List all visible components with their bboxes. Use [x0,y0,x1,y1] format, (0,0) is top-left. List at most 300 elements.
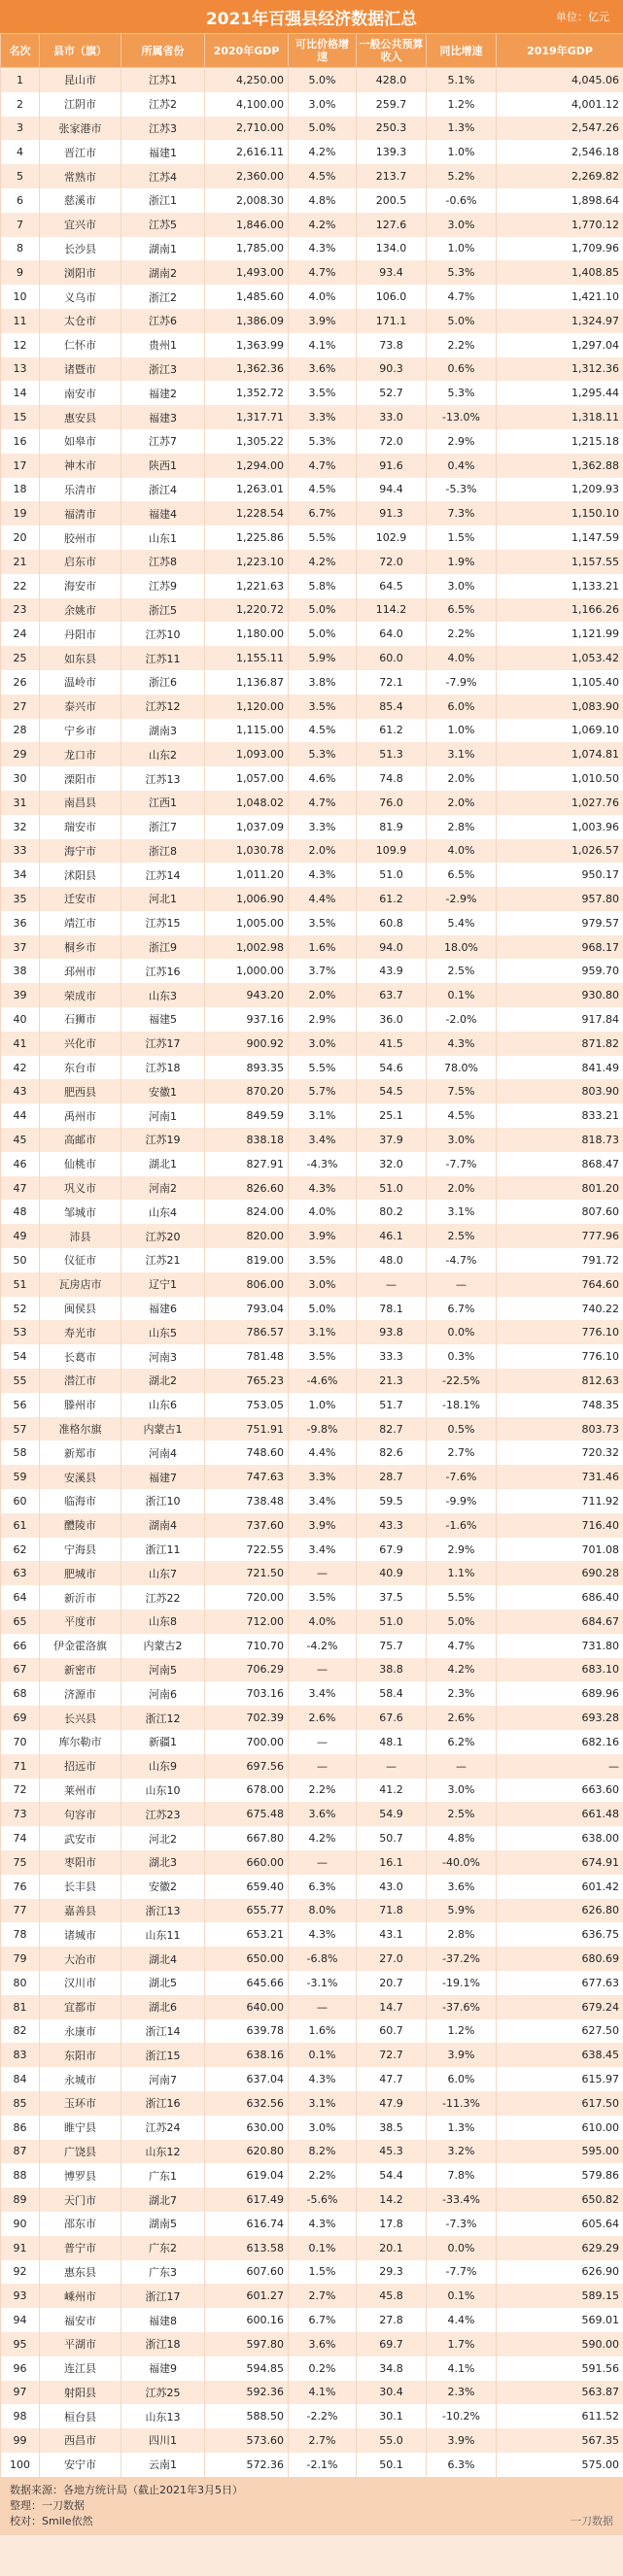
cell-county: 平湖市 [40,2332,121,2356]
cell-gdp-2020: 1,263.01 [205,478,289,502]
cell-growth: 3.0% [289,1032,357,1056]
table-row [1,2163,623,2187]
cell-growth: 8.0% [289,1899,357,1923]
cell-rank: 25 [1,646,40,670]
cell-province: 福建7 [121,1465,205,1489]
table-row [1,1513,623,1538]
cell-gdp-2019: 1,295.44 [497,381,623,405]
cell-county: 嘉善县 [40,1899,121,1923]
cell-county: 普宁市 [40,2236,121,2260]
cell-county: 安溪县 [40,1465,121,1489]
cell-gdp-2020: 640.00 [205,1995,289,2019]
cell-rank: 13 [1,357,40,382]
table-row [1,670,623,695]
cell-growth: 2.2% [289,1779,357,1803]
cell-revenue-growth: 3.1% [427,742,497,766]
cell-county: 张家港市 [40,117,121,141]
cell-province: 江苏6 [121,309,205,333]
cell-rank: 66 [1,1634,40,1658]
cell-county: 广饶县 [40,2140,121,2164]
cell-gdp-2020: 667.80 [205,1826,289,1850]
cell-revenue-growth: 3.0% [427,1779,497,1803]
cell-rank: 72 [1,1779,40,1803]
cell-province: 湖南3 [121,719,205,743]
cell-gdp-2020: 638.16 [205,2043,289,2067]
cell-growth: 1.6% [289,935,357,960]
cell-revenue-growth: 5.2% [427,164,497,188]
cell-revenue: 30.4 [357,2381,427,2405]
table-row [1,1465,623,1489]
cell-gdp-2020: 601.27 [205,2284,289,2308]
cell-revenue-growth: 5.9% [427,1899,497,1923]
cell-gdp-2019: 677.63 [497,1971,623,1995]
cell-gdp-2019: 626.80 [497,1899,623,1923]
cell-gdp-2020: 632.56 [205,2091,289,2116]
cell-revenue: 27.0 [357,1947,427,1971]
cell-revenue: 213.7 [357,164,427,188]
cell-growth: 4.7% [289,454,357,478]
cell-growth: 3.0% [289,1272,357,1297]
cell-gdp-2019: 720.32 [497,1441,623,1465]
cell-gdp-2020: 1,294.00 [205,454,289,478]
cell-county: 海安市 [40,574,121,598]
cell-gdp-2019: 1,421.10 [497,285,623,309]
cell-rank: 93 [1,2284,40,2308]
cell-county: 肥西县 [40,1079,121,1103]
cell-province: 江苏9 [121,574,205,598]
cell-revenue-growth: 4.3% [427,1032,497,1056]
cell-revenue-growth: 5.1% [427,68,497,92]
cell-gdp-2020: 645.66 [205,1971,289,1995]
cell-revenue-growth: 0.5% [427,1417,497,1441]
cell-growth: 2.0% [289,983,357,1007]
cell-revenue-growth: -7.3% [427,2212,497,2236]
cell-revenue: 54.5 [357,1079,427,1103]
cell-county: 长葛市 [40,1344,121,1369]
cell-county: 巩义市 [40,1176,121,1201]
cell-county: 江阴市 [40,92,121,117]
cell-revenue-growth: 2.5% [427,1224,497,1248]
cell-revenue: 48.0 [357,1248,427,1272]
cell-county: 温岭市 [40,670,121,695]
cell-gdp-2019: 1,069.10 [497,719,623,743]
cell-growth: 4.0% [289,285,357,309]
cell-gdp-2019: 950.17 [497,863,623,887]
table-row [1,1032,623,1056]
cell-growth: 4.3% [289,1922,357,1947]
cell-revenue-growth: -19.1% [427,1971,497,1995]
cell-revenue-growth: 1.7% [427,2332,497,2356]
cell-province: 山东5 [121,1320,205,1344]
cell-rank: 35 [1,887,40,911]
cell-rank: 1 [1,68,40,92]
cell-growth: 3.5% [289,381,357,405]
cell-province: 河南3 [121,1344,205,1369]
cell-growth: 2.9% [289,1007,357,1032]
cell-county: 兴化市 [40,1032,121,1056]
cell-growth: 3.9% [289,309,357,333]
cell-gdp-2020: 619.04 [205,2163,289,2187]
cell-province: 山东1 [121,525,205,550]
cell-revenue-growth: 2.9% [427,429,497,454]
table-row [1,2067,623,2091]
cell-gdp-2020: 2,710.00 [205,117,289,141]
cell-rank: 57 [1,1417,40,1441]
cell-revenue-growth: 3.1% [427,1200,497,1224]
cell-growth: 3.1% [289,1103,357,1128]
cell-province: 浙江10 [121,1489,205,1513]
cell-growth: 4.3% [289,1176,357,1201]
cell-rank: 33 [1,839,40,864]
cell-revenue-growth: -5.3% [427,478,497,502]
cell-gdp-2020: 594.85 [205,2356,289,2381]
cell-revenue-growth: 1.0% [427,719,497,743]
cell-revenue: 69.7 [357,2332,427,2356]
cell-revenue: 52.7 [357,381,427,405]
cell-rank: 58 [1,1441,40,1465]
cell-gdp-2019: 693.28 [497,1706,623,1730]
cell-county: 乐清市 [40,478,121,502]
cell-revenue: 90.3 [357,357,427,382]
cell-gdp-2020: 4,100.00 [205,92,289,117]
cell-county: 仙桃市 [40,1152,121,1176]
cell-gdp-2020: 870.20 [205,1079,289,1103]
cell-gdp-2019: 595.00 [497,2140,623,2164]
cell-gdp-2020: 943.20 [205,983,289,1007]
cell-rank: 23 [1,598,40,623]
cell-rank: 77 [1,1899,40,1923]
cell-rank: 19 [1,501,40,525]
cell-county: 海宁市 [40,839,121,864]
cell-rank: 60 [1,1489,40,1513]
cell-revenue-growth: 2.5% [427,959,497,983]
cell-revenue: 45.3 [357,2140,427,2164]
cell-growth: 4.2% [289,550,357,574]
cell-growth: 4.0% [289,1610,357,1634]
cell-gdp-2020: 1,386.09 [205,309,289,333]
cell-revenue: 58.4 [357,1681,427,1706]
cell-province: 广东1 [121,2163,205,2187]
cell-gdp-2019: 563.87 [497,2381,623,2405]
cell-gdp-2020: 720.00 [205,1585,289,1610]
cell-rank: 88 [1,2163,40,2187]
cell-county: 邹城市 [40,1200,121,1224]
table-row [1,381,623,405]
cell-revenue-growth: -2.0% [427,1007,497,1032]
cell-gdp-2020: 613.58 [205,2236,289,2260]
header-revenue-growth: 同比增速 [427,34,497,68]
cell-growth: 3.4% [289,1538,357,1562]
cell-rank: 86 [1,2116,40,2140]
cell-growth: 5.8% [289,574,357,598]
cell-gdp-2020: 653.21 [205,1922,289,1947]
cell-revenue-growth: 4.7% [427,285,497,309]
cell-rank: 65 [1,1610,40,1634]
cell-province: 浙江7 [121,815,205,839]
cell-rank: 82 [1,2019,40,2044]
cell-growth: 3.3% [289,1465,357,1489]
cell-revenue: 114.2 [357,598,427,623]
cell-rank: 42 [1,1056,40,1080]
cell-revenue: 171.1 [357,309,427,333]
cell-gdp-2020: 616.74 [205,2212,289,2236]
cell-gdp-2019: 686.40 [497,1585,623,1610]
cell-province: 福建6 [121,1297,205,1321]
cell-gdp-2019: 2,546.18 [497,140,623,164]
cell-revenue: 46.1 [357,1224,427,1248]
cell-gdp-2019: 1,026.57 [497,839,623,864]
cell-province: 山东11 [121,1922,205,1947]
cell-revenue: 91.6 [357,454,427,478]
cell-county: 招远市 [40,1754,121,1779]
cell-revenue: 74.8 [357,766,427,791]
cell-gdp-2020: 747.63 [205,1465,289,1489]
table-row [1,1922,623,1947]
cell-gdp-2019: 868.47 [497,1152,623,1176]
cell-gdp-2020: 737.60 [205,1513,289,1538]
cell-rank: 94 [1,2308,40,2332]
cell-rank: 32 [1,815,40,839]
cell-gdp-2020: 620.80 [205,2140,289,2164]
cell-gdp-2019: 661.48 [497,1802,623,1826]
cell-growth: 1.5% [289,2260,357,2285]
cell-rank: 5 [1,164,40,188]
cell-province: 江苏4 [121,164,205,188]
cell-gdp-2020: 592.36 [205,2381,289,2405]
cell-rank: 38 [1,959,40,983]
cell-revenue-growth: 4.8% [427,1826,497,1850]
cell-gdp-2019: 1,003.96 [497,815,623,839]
cell-gdp-2019: 957.80 [497,887,623,911]
cell-gdp-2019: 1,297.04 [497,333,623,357]
watermark: 一刀数据 [571,2514,613,2527]
cell-rank: 53 [1,1320,40,1344]
cell-growth: 2.6% [289,1706,357,1730]
cell-gdp-2019: 1,105.40 [497,670,623,695]
cell-revenue-growth: 6.5% [427,598,497,623]
cell-revenue: 36.0 [357,1007,427,1032]
cell-revenue-growth: — [427,1754,497,1779]
cell-rank: 16 [1,429,40,454]
cell-county: 睢宁县 [40,2116,121,2140]
cell-province: 山东2 [121,742,205,766]
cell-gdp-2020: 781.48 [205,1344,289,1369]
cell-gdp-2020: 1,223.10 [205,550,289,574]
cell-gdp-2020: 2,616.11 [205,140,289,164]
cell-county: 长丰县 [40,1875,121,1899]
cell-gdp-2019: 1,147.59 [497,525,623,550]
cell-growth: 5.3% [289,429,357,454]
cell-county: 龙口市 [40,742,121,766]
cell-province: 河北2 [121,1826,205,1850]
cell-revenue: 47.9 [357,2091,427,2116]
cell-growth: 5.7% [289,1079,357,1103]
cell-revenue: 94.4 [357,478,427,502]
cell-revenue-growth: -7.9% [427,670,497,695]
cell-gdp-2019: 690.28 [497,1561,623,1585]
cell-growth: 3.3% [289,405,357,429]
cell-county: 瓦房店市 [40,1272,121,1297]
cell-revenue: 102.9 [357,525,427,550]
cell-rank: 14 [1,381,40,405]
cell-county: 宜兴市 [40,213,121,237]
cell-gdp-2020: 639.78 [205,2019,289,2044]
cell-gdp-2020: 1,846.00 [205,213,289,237]
cell-province: 浙江6 [121,670,205,695]
cell-growth: 4.2% [289,1826,357,1850]
cell-county: 桓台县 [40,2404,121,2428]
cell-revenue: 37.5 [357,1585,427,1610]
cell-county: 宜都市 [40,1995,121,2019]
cell-county: 潜江市 [40,1369,121,1393]
cell-gdp-2020: 660.00 [205,1850,289,1875]
cell-growth: 3.8% [289,670,357,695]
cell-province: 江西1 [121,791,205,815]
cell-county: 库尔勒市 [40,1730,121,1754]
cell-province: 广东2 [121,2236,205,2260]
cell-county: 沛县 [40,1224,121,1248]
table-row [1,1850,623,1875]
cell-revenue: 81.9 [357,815,427,839]
cell-county: 慈溪市 [40,188,121,213]
cell-revenue-growth: -11.3% [427,2091,497,2116]
cell-revenue: 200.5 [357,188,427,213]
table-body [1,68,623,2477]
cell-gdp-2020: 617.49 [205,2187,289,2212]
cell-county: 新郑市 [40,1441,121,1465]
cell-revenue-growth: 1.0% [427,237,497,261]
cell-revenue-growth: -2.9% [427,887,497,911]
cell-county: 泰兴市 [40,695,121,719]
table-row [1,429,623,454]
cell-county: 东阳市 [40,2043,121,2067]
table-row [1,863,623,887]
cell-county: 石狮市 [40,1007,121,1032]
cell-revenue-growth: -10.2% [427,2404,497,2428]
cell-county: 诸暨市 [40,357,121,382]
cell-county: 如东县 [40,646,121,670]
cell-rank: 92 [1,2260,40,2285]
cell-growth: 4.3% [289,237,357,261]
cell-province: 江苏23 [121,1802,205,1826]
cell-gdp-2019: 764.60 [497,1272,623,1297]
cell-revenue: 55.0 [357,2428,427,2453]
cell-gdp-2019: 605.64 [497,2212,623,2236]
cell-county: 武安市 [40,1826,121,1850]
cell-gdp-2020: 1,220.72 [205,598,289,623]
cell-gdp-2019: 1,157.55 [497,550,623,574]
cell-gdp-2019: — [497,1754,623,1779]
cell-gdp-2020: 1,493.00 [205,260,289,285]
cell-gdp-2020: 937.16 [205,1007,289,1032]
cell-gdp-2020: 4,250.00 [205,68,289,92]
cell-rank: 50 [1,1248,40,1272]
cell-gdp-2020: 600.16 [205,2308,289,2332]
cell-gdp-2020: 1,155.11 [205,646,289,670]
cell-revenue-growth: -40.0% [427,1850,497,1875]
cell-rank: 27 [1,695,40,719]
cell-revenue-growth: 2.7% [427,1441,497,1465]
cell-province: 江苏19 [121,1128,205,1152]
cell-county: 临海市 [40,1489,121,1513]
cell-gdp-2020: 753.05 [205,1393,289,1417]
cell-rank: 49 [1,1224,40,1248]
footer-source: 数据来源：各地方统计局（截止2021年3月5日） [10,2483,243,2496]
table-row [1,1320,623,1344]
cell-growth: 4.2% [289,140,357,164]
cell-gdp-2020: 748.60 [205,1441,289,1465]
cell-province: 山东4 [121,1200,205,1224]
table-row [1,1802,623,1826]
cell-growth: 4.1% [289,333,357,357]
table-row [1,1393,623,1417]
cell-province: 江苏10 [121,622,205,646]
table-row [1,839,623,864]
cell-revenue: 33.3 [357,1344,427,1369]
cell-gdp-2020: 1,228.54 [205,501,289,525]
cell-gdp-2020: 738.48 [205,1489,289,1513]
cell-growth: 8.2% [289,2140,357,2164]
cell-revenue-growth: 0.4% [427,454,497,478]
cell-rank: 87 [1,2140,40,2164]
cell-rank: 73 [1,1802,40,1826]
table-row [1,1344,623,1369]
cell-growth: 4.6% [289,766,357,791]
cell-gdp-2019: 601.42 [497,1875,623,1899]
cell-revenue: 64.0 [357,622,427,646]
cell-revenue: 94.0 [357,935,427,960]
cell-gdp-2019: 1,709.96 [497,237,623,261]
cell-province: 浙江17 [121,2284,205,2308]
cell-growth: -2.2% [289,2404,357,2428]
cell-revenue: 72.1 [357,670,427,695]
cell-province: 湖北3 [121,1850,205,1875]
cell-county: 句容市 [40,1802,121,1826]
cell-gdp-2020: 1,115.00 [205,719,289,743]
cell-revenue: 41.2 [357,1779,427,1803]
cell-gdp-2020: 1,136.87 [205,670,289,695]
cell-revenue-growth: 3.0% [427,574,497,598]
table-row [1,1730,623,1754]
cell-rank: 74 [1,1826,40,1850]
cell-gdp-2019: 803.90 [497,1079,623,1103]
cell-growth: 2.7% [289,2428,357,2453]
cell-gdp-2019: 1,010.50 [497,766,623,791]
table-row [1,260,623,285]
cell-revenue: 48.1 [357,1730,427,1754]
cell-revenue-growth: 4.2% [427,1658,497,1682]
cell-county: 永康市 [40,2019,121,2044]
cell-rank: 36 [1,911,40,935]
cell-revenue: 73.8 [357,333,427,357]
cell-province: 山东12 [121,2140,205,2164]
cell-gdp-2019: 1,215.18 [497,429,623,454]
cell-revenue-growth: 78.0% [427,1056,497,1080]
cell-province: 浙江16 [121,2091,205,2116]
cell-rank: 26 [1,670,40,695]
cell-gdp-2020: 838.18 [205,1128,289,1152]
cell-revenue: 50.7 [357,1826,427,1850]
table-title [0,0,623,33]
cell-growth: 3.9% [289,1513,357,1538]
cell-revenue: 250.3 [357,117,427,141]
cell-gdp-2019: 1,053.42 [497,646,623,670]
cell-revenue: 72.7 [357,2043,427,2067]
cell-county: 闽侯县 [40,1297,121,1321]
cell-county: 准格尔旗 [40,1417,121,1441]
table-row [1,213,623,237]
cell-county: 射阳县 [40,2381,121,2405]
